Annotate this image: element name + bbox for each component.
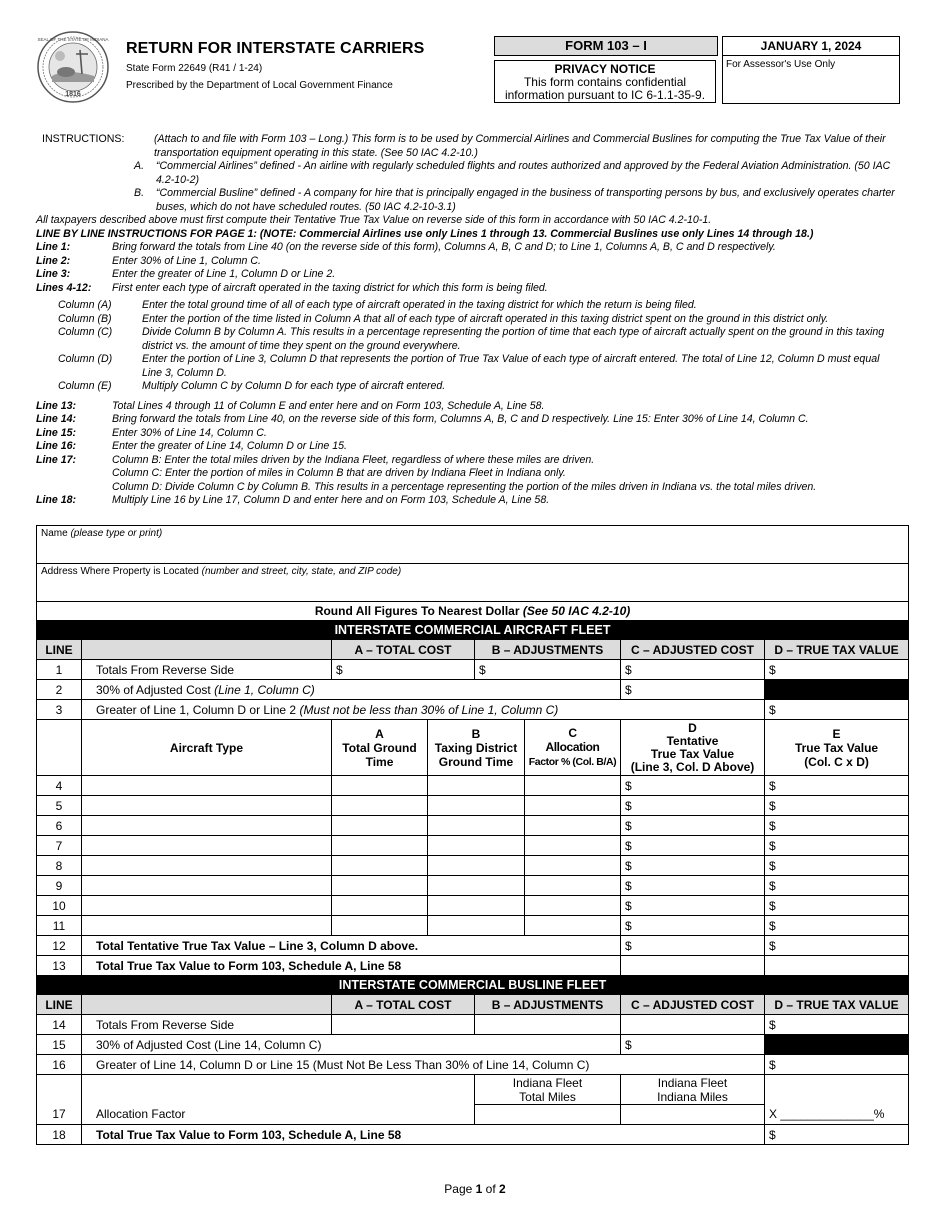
ground-time-cell[interactable]: [332, 896, 428, 916]
tentative-value-cell[interactable]: $: [621, 796, 765, 816]
instruction-text: Bring forward the totals from Line 40, on the reverse side of this form, Columns A, B, C and D respectively. Line 15: Enter 30% of Line 14, Column C.: [112, 413, 809, 425]
true-tax-value-cell[interactable]: $: [765, 836, 909, 856]
definition-a-label: A.: [134, 160, 145, 172]
line-number: 16: [37, 1055, 82, 1075]
address-hint: (number and street, city, state, and ZIP code): [201, 566, 402, 577]
col-blank-header: [82, 640, 332, 660]
h-e2: True Tax Value: [794, 740, 879, 755]
instruction-text: Multiply Column C by Column D for each type of aircraft entered.: [142, 380, 446, 392]
instruction-item: [38, 241, 900, 255]
col-b-header: B – ADJUSTMENTS: [475, 640, 621, 660]
line-15-col-c[interactable]: $: [621, 1035, 765, 1055]
line-18-row: [37, 1125, 909, 1145]
line-14-col-b[interactable]: [475, 1015, 621, 1035]
tentative-value-cell[interactable]: $: [621, 816, 765, 836]
instruction-item: [38, 299, 900, 313]
line-number: 9: [37, 876, 82, 896]
bus-col-line-header: LINE: [37, 995, 82, 1015]
instruction-item: [38, 282, 900, 296]
h-a3: Time: [365, 754, 394, 769]
instruction-label: Line 15:: [36, 426, 77, 439]
date-box: [722, 36, 900, 104]
line-2-col-c[interactable]: $: [621, 680, 765, 700]
privacy-text: This form contains confidential information pursuant to IC 6-1.1-35-9.: [504, 75, 706, 102]
indiana-state-seal: [36, 30, 110, 104]
ground-time-cell[interactable]: [332, 856, 428, 876]
col-c-allocation-header: [525, 720, 621, 776]
line-instructions-a: [38, 241, 900, 295]
true-tax-value-cell[interactable]: $: [765, 816, 909, 836]
aircraft-row: [37, 796, 909, 816]
busline-fleet-header: INTERSTATE COMMERCIAL BUSLINE FLEET: [37, 976, 909, 995]
state-form-number: State Form 22649 (R41 / 1-24): [126, 63, 263, 74]
instructions-intro-text: (Attach to and file with Form 103 – Long.) This form is to be used by Commercial Airlines and Commercial Buslines for computing the True Tax Value of their transportation equipment operating in this state. (See 50 IAC 4.2-10.): [154, 133, 886, 159]
district-time-cell[interactable]: [428, 836, 525, 856]
true-tax-value-cell[interactable]: $: [765, 856, 909, 876]
aircraft-type-cell[interactable]: [82, 796, 332, 816]
line-number: 14: [37, 1015, 82, 1035]
instruction-label: Lines 4-12:: [36, 281, 92, 294]
instruction-item: [38, 454, 900, 468]
instruction-text: Column C: Enter the portion of miles in Column B that are driven by Indiana Fleet in Indiana only.: [112, 467, 566, 479]
bus-col-c-header: C – ADJUSTED COST: [621, 995, 765, 1015]
col-b-district-time-header: [428, 720, 525, 776]
line-17-blank-a: [82, 1075, 475, 1105]
line-12-row: [37, 936, 909, 956]
fleet-in-2: Indiana Miles: [657, 1089, 728, 1104]
line-number: 4: [37, 776, 82, 796]
h-b1: B: [471, 726, 481, 741]
line-17-col-d-factor[interactable]: X ______________%: [765, 1075, 909, 1125]
page-mid: of: [482, 1182, 500, 1196]
instruction-item: [38, 427, 900, 441]
fleet-total-1: Indiana Fleet: [512, 1075, 583, 1090]
line-number: 11: [37, 916, 82, 936]
aircraft-row: [37, 836, 909, 856]
h-c2: Allocation: [545, 740, 600, 754]
line-2-ref: (Line 1, Column C): [214, 682, 315, 697]
instruction-label: Line 2:: [36, 254, 71, 267]
ground-time-cell[interactable]: [332, 876, 428, 896]
true-tax-value-cell[interactable]: $: [765, 776, 909, 796]
instruction-label: Line 16:: [36, 440, 77, 452]
district-time-cell[interactable]: [428, 876, 525, 896]
line-instructions-b: [38, 400, 900, 508]
tentative-value-cell[interactable]: $: [621, 856, 765, 876]
instruction-item: [38, 268, 900, 282]
allocation-cell[interactable]: [525, 856, 621, 876]
address-field[interactable]: [37, 564, 909, 602]
page-number: [0, 1182, 950, 1196]
bus-col-blank-header: [82, 995, 332, 1015]
aircraft-type-cell[interactable]: [82, 776, 332, 796]
allocation-cell[interactable]: [525, 916, 621, 936]
district-time-cell[interactable]: [428, 856, 525, 876]
line-13-text-b: True Tax Value to Form 103, Schedule A, Line 58: [127, 958, 402, 973]
h-a2: Total Ground: [342, 740, 417, 755]
col-e-true-tax-header: [765, 720, 909, 776]
instruction-label: Line 18:: [36, 494, 77, 506]
page-current: 1: [475, 1182, 483, 1196]
instruction-item: [38, 353, 900, 380]
instruction-text: Total Lines 4 through 11 of Column E and enter here and on Form 103, Schedule A, Line 58.: [112, 399, 545, 412]
line-number: 15: [37, 1035, 82, 1055]
instruction-text: Enter the portion of the time listed in Column A that all of each type of aircraft operated in this taxing district spent on the ground in this district only.: [142, 312, 829, 325]
form-title: RETURN FOR INTERSTATE CARRIERS: [126, 40, 425, 57]
aircraft-row: [37, 896, 909, 916]
assessor-use-label: For Assessor's Use Only: [726, 59, 836, 70]
instruction-item: [38, 481, 900, 495]
line-3-ref: (Must not be less than 30% of Line 1, Column C): [299, 702, 559, 717]
bus-col-b-header: B – ADJUSTMENTS: [475, 995, 621, 1015]
line-13-row: [37, 956, 909, 976]
definition-b-label: B.: [134, 187, 145, 199]
line-1-col-a[interactable]: $: [332, 660, 475, 680]
line-2-label: [82, 680, 621, 700]
line-number: 5: [37, 796, 82, 816]
seal-year: 1816: [65, 91, 81, 98]
instruction-text: Enter 30% of Line 14, Column C.: [112, 426, 267, 439]
instruction-label: Column (A): [58, 299, 112, 311]
line-number: 12: [37, 936, 82, 956]
instruction-text: Divide Column B by Column A. This results in a percentage representing the portion of time that each type of aircraft actually spent on the ground in this taxing district vs. the amount of time they spent on the ground everywhere.: [142, 326, 885, 352]
instruction-text: First enter each type of aircraft operated in the taxing district for which this form is being filed.: [112, 281, 548, 294]
aircraft-type-cell[interactable]: [82, 856, 332, 876]
instruction-label: Line 14:: [36, 413, 77, 425]
aircraft-type-cell[interactable]: [82, 836, 332, 856]
instruction-label: Line 3:: [36, 268, 71, 280]
line-15-col-d-blocked: [765, 1035, 909, 1055]
true-tax-value-cell[interactable]: $: [765, 916, 909, 936]
aircraft-type-cell[interactable]: [82, 816, 332, 836]
district-time-cell[interactable]: [428, 816, 525, 836]
true-tax-value-cell[interactable]: $: [765, 876, 909, 896]
instruction-label: Column (C): [58, 326, 113, 338]
h-e1: E: [832, 726, 841, 741]
definition-a-text: “Commercial Airlines” defined - An airline with regularly scheduled flights and routes authorized and approved by the Federal Aviation Administration. (50 IAC 4.2-10-2): [156, 160, 891, 186]
h-b3: Ground Time: [438, 754, 514, 769]
line-number: 17: [37, 1105, 82, 1125]
col-d-tentative-header: [621, 720, 765, 776]
fleet-indiana-miles-header: [621, 1075, 765, 1105]
line-14-col-a[interactable]: [332, 1015, 475, 1035]
true-tax-value-cell[interactable]: $: [765, 896, 909, 916]
district-time-cell[interactable]: [428, 796, 525, 816]
aircraft-row: [37, 876, 909, 896]
form-number-box: FORM 103 – I: [494, 36, 718, 56]
line-number: 1: [37, 660, 82, 680]
instruction-item: [38, 255, 900, 269]
line-12-col-d[interactable]: $: [621, 936, 765, 956]
tentative-value-cell[interactable]: $: [621, 776, 765, 796]
line-3-text: Greater of Line 1, Column D or Line 2: [96, 702, 297, 717]
line-13-col-d: [621, 956, 765, 976]
line-14-label: Totals From Reverse Side: [82, 1015, 332, 1035]
privacy-notice-box: [494, 60, 716, 103]
instruction-item: [38, 494, 900, 508]
line-number: 2: [37, 680, 82, 700]
line-18-col-d[interactable]: $: [765, 1125, 909, 1145]
instruction-label: Column (D): [58, 353, 113, 365]
line-16-label: Greater of Line 14, Column D or Line 15 (Must Not Be Less Than 30% of Line 14, Column C): [82, 1055, 765, 1075]
round-note-ref: (See 50 IAC 4.2-10): [522, 604, 631, 618]
aircraft-type-header: Aircraft Type: [82, 720, 332, 776]
line-15-label: 30% of Adjusted Cost (Line 14, Column C): [82, 1035, 621, 1055]
col-a-ground-time-header: [332, 720, 428, 776]
ground-time-cell[interactable]: [332, 816, 428, 836]
instruction-item: [38, 326, 900, 353]
aircraft-fleet-header: INTERSTATE COMMERCIAL AIRCRAFT FLEET: [37, 621, 909, 640]
page-pre: Page: [444, 1182, 476, 1196]
col-c-header: C – ADJUSTED COST: [621, 640, 765, 660]
definition-b: [38, 187, 900, 214]
instructions: [38, 133, 900, 508]
line-number: 6: [37, 816, 82, 836]
instruction-text: Enter 30% of Line 1, Column C.: [112, 254, 261, 267]
line-3-row: [37, 700, 909, 720]
instruction-text: Enter the total ground time of all of each type of aircraft operated in the taxing district for which the return is being filed.: [142, 299, 697, 311]
instruction-item: [38, 400, 900, 414]
allocation-cell[interactable]: [525, 816, 621, 836]
instruction-label: Line 13:: [36, 399, 77, 412]
line-14-col-d[interactable]: $: [765, 1015, 909, 1035]
aircraft-type-cell[interactable]: [82, 916, 332, 936]
instruction-item: [38, 440, 900, 454]
col-line-header: LINE: [37, 640, 82, 660]
line-3-label: [82, 700, 765, 720]
address-label: Address Where Property is Located: [41, 566, 199, 577]
line-13-col-e[interactable]: [765, 956, 909, 976]
h-c3: Factor % (Col. B/A): [528, 756, 617, 768]
allocation-cell[interactable]: [525, 876, 621, 896]
instruction-text: Column D: Divide Column C by Column B. This results in a percentage representing the portion of the miles driven in Indiana vs. the total miles driven.: [112, 480, 817, 493]
line-17-label: Allocation Factor: [82, 1105, 475, 1125]
instruction-text: Enter the greater of Line 14, Column D or Line 15.: [112, 440, 347, 452]
h-d3: True Tax Value: [650, 746, 735, 761]
aircraft-type-cell[interactable]: [82, 876, 332, 896]
return-form-table: [36, 525, 909, 1145]
line-number: 8: [37, 856, 82, 876]
instruction-item: [38, 313, 900, 327]
allocation-cell[interactable]: [525, 836, 621, 856]
aircraft-row: [37, 856, 909, 876]
instruction-item: [38, 467, 900, 481]
bus-col-d-header: D – TRUE TAX VALUE: [765, 995, 909, 1015]
true-tax-value-cell[interactable]: $: [765, 796, 909, 816]
tentative-value-cell[interactable]: $: [621, 876, 765, 896]
round-note: [37, 602, 909, 621]
line-13-text-a: Total: [96, 958, 128, 973]
h-d1: D: [688, 720, 697, 735]
name-hint: (please type or print): [70, 528, 163, 539]
h-d2: Tentative: [666, 733, 719, 748]
line-12-label: Total Tentative True Tax Value – Line 3, Column D above.: [82, 936, 621, 956]
tentative-value-cell[interactable]: $: [621, 896, 765, 916]
allocation-cell[interactable]: [525, 896, 621, 916]
instruction-label: Column (E): [58, 380, 112, 392]
instruction-text: Enter the portion of Line 3, Column D that represents the portion of True Tax Value of each type of aircraft entered. The total of Line 12, Column D must equal Line 3, Column D.: [142, 353, 880, 379]
line-13-label: [82, 956, 621, 976]
ground-time-cell[interactable]: [332, 836, 428, 856]
col-d-header: D – TRUE TAX VALUE: [765, 640, 909, 660]
fleet-total-2: Total Miles: [519, 1089, 576, 1104]
line-14-row: [37, 1015, 909, 1035]
aircraft-row: [37, 916, 909, 936]
fleet-total-miles-header: [475, 1075, 621, 1105]
instruction-label: Column (B): [58, 312, 112, 325]
tentative-value-cell[interactable]: $: [621, 916, 765, 936]
line-by-line-heading: LINE BY LINE INSTRUCTIONS FOR PAGE 1: (NOTE: Commercial Airlines use only Lines 1 through 13. Commercial Buslines use only Lines 14 through 18.): [36, 227, 814, 240]
line-18-label: Total True Tax Value to Form 103, Schedule A, Line 58: [82, 1125, 765, 1145]
instructions-intro: [38, 133, 900, 160]
assessment-date: JANUARY 1, 2024: [723, 37, 899, 56]
round-note-text: Round All Figures To Nearest Dollar: [314, 604, 520, 618]
instruction-text: Multiply Line 16 by Line 17, Column D and enter here and on Form 103, Schedule A, Line 58.: [112, 494, 550, 506]
instruction-item: [38, 380, 900, 394]
line-17-col-c[interactable]: [621, 1105, 765, 1125]
line-number: 13: [37, 956, 82, 976]
column-instructions: [38, 299, 900, 394]
line-1-label: Totals From Reverse Side: [82, 660, 332, 680]
instruction-item: [38, 413, 900, 427]
line-2-col-d-blocked: [765, 680, 909, 700]
line-1-col-b[interactable]: $: [475, 660, 621, 680]
definition-a: [38, 160, 900, 187]
definition-b-text: “Commercial Busline” defined - A company for hire that is principally engaged in the business of transporting persons by bus, and exclusively operates charter buses, which do not have scheduled routes. (50 IAC 4.2-10-3.1): [156, 187, 895, 213]
district-time-cell[interactable]: [428, 896, 525, 916]
ground-time-cell[interactable]: [332, 776, 428, 796]
line-17-col-b[interactable]: [475, 1105, 621, 1125]
line-number: 18: [37, 1125, 82, 1145]
bus-col-a-header: A – TOTAL COST: [332, 995, 475, 1015]
ground-time-cell[interactable]: [332, 796, 428, 816]
line-number: 10: [37, 896, 82, 916]
line-16-row: [37, 1055, 909, 1075]
name-label: Name: [41, 528, 68, 539]
line-1-row: [37, 660, 909, 680]
h-c1: C: [568, 726, 577, 740]
line-14-col-c[interactable]: [621, 1015, 765, 1035]
privacy-title: PRIVACY NOTICE: [554, 62, 656, 76]
aircraft-header-blank: [37, 720, 82, 776]
line-3-col-d[interactable]: $: [765, 700, 909, 720]
aircraft-row: [37, 776, 909, 796]
aircraft-type-cell[interactable]: [82, 896, 332, 916]
aircraft-type-header-row: [37, 720, 909, 776]
district-time-cell[interactable]: [428, 776, 525, 796]
prescribed-by: Prescribed by the Department of Local Government Finance: [126, 80, 393, 91]
line-number: 7: [37, 836, 82, 856]
page-total: 2: [499, 1182, 506, 1196]
line-number: 3: [37, 700, 82, 720]
h-b2: Taxing District: [434, 740, 518, 755]
district-time-cell[interactable]: [428, 916, 525, 936]
allocation-cell[interactable]: [525, 796, 621, 816]
instruction-label: Line 17:: [36, 453, 77, 466]
allocation-cell[interactable]: [525, 776, 621, 796]
seal-text: SEAL OF THE STATE OF INDIANA: [37, 37, 109, 42]
line-17-blank-line: [37, 1075, 82, 1105]
line-1-col-c[interactable]: $: [621, 660, 765, 680]
ground-time-cell[interactable]: [332, 916, 428, 936]
aircraft-rows: [37, 776, 909, 936]
instruction-text: Bring forward the totals from Line 40 (on the reverse side of this form), Columns A, B, C and D; to Line 1, Columns A, B, C and D respectively.: [112, 241, 776, 253]
h-a1: A: [375, 726, 384, 741]
col-a-header: A – TOTAL COST: [332, 640, 475, 660]
line-12-col-e[interactable]: $: [765, 936, 909, 956]
line-2-row: [37, 680, 909, 700]
instruction-label: Line 1:: [36, 241, 71, 253]
line-16-col-d[interactable]: $: [765, 1055, 909, 1075]
instruction-text: Enter the greater of Line 1, Column D or Line 2.: [112, 268, 336, 280]
instruction-text: Column B: Enter the total miles driven by the Indiana Fleet, regardless of where these miles are driven.: [112, 453, 595, 466]
tentative-value-cell[interactable]: $: [621, 836, 765, 856]
line-17-header-row: [37, 1075, 909, 1105]
name-field[interactable]: [37, 526, 909, 564]
instructions-label: INSTRUCTIONS:: [42, 133, 125, 145]
line-1-col-d[interactable]: $: [765, 660, 909, 680]
line-2-text: 30% of Adjusted Cost: [96, 682, 211, 697]
h-d4: (Line 3, Col. D Above): [630, 759, 755, 774]
aircraft-row: [37, 816, 909, 836]
h-e3: (Col. C x D): [804, 754, 869, 769]
fleet-in-1: Indiana Fleet: [657, 1075, 728, 1090]
all-taxpayers-note: All taxpayers described above must first compute their Tentative True Tax Value on reverse side of this form in accordance with 50 IAC 4.2-10-1.: [36, 214, 712, 226]
line-15-row: [37, 1035, 909, 1055]
